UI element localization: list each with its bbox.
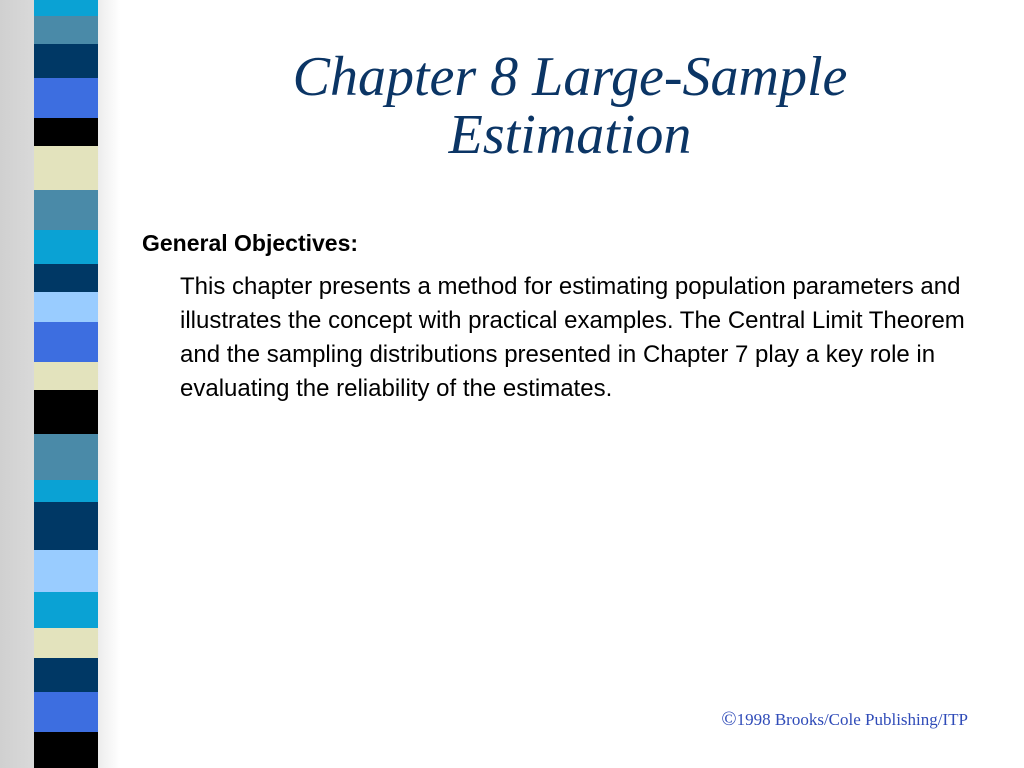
stripe-block: [34, 628, 98, 658]
stripe-block: [34, 390, 98, 434]
stripe-block: [34, 732, 98, 768]
stripe-block: [34, 658, 98, 692]
stripe-block: [34, 480, 98, 502]
stripe-block: [34, 146, 98, 190]
stripe-block: [34, 592, 98, 628]
stripe-block: [34, 0, 98, 16]
stripe-block: [34, 264, 98, 292]
stripe-block: [34, 230, 98, 264]
copyright-footer: [721, 708, 968, 731]
objectives-text: This chapter presents a method for estimating population parameters and illustrates the concept with practical examples. The Central Limit Theorem and the sampling distributions presented in Chapter 7 play a key role in evaluating the reliability of the estimates.: [180, 273, 965, 402]
objectives-heading: General Objectives:: [142, 230, 359, 256]
copyright-symbol: ©: [721, 708, 737, 730]
stripe-block: [34, 190, 98, 230]
stripe-block: [34, 16, 98, 44]
title-line-1: Chapter 8 Large-Sample: [292, 46, 848, 108]
title-line-2: Estimation: [448, 104, 692, 166]
stripe-block: [34, 502, 98, 550]
stripe-block: [34, 692, 98, 732]
slide-title: [200, 48, 940, 164]
stripe-block: [34, 292, 98, 322]
stripe-block: [34, 322, 98, 362]
stripe-block: [34, 550, 98, 592]
decorative-stripe: [34, 0, 98, 768]
stripe-block: [34, 78, 98, 118]
stripe-block: [34, 434, 98, 480]
stripe-block: [34, 44, 98, 78]
copyright-text: 1998 Brooks/Cole Publishing/ITP: [736, 710, 968, 729]
stripe-block: [34, 118, 98, 146]
stripe-block: [34, 362, 98, 390]
